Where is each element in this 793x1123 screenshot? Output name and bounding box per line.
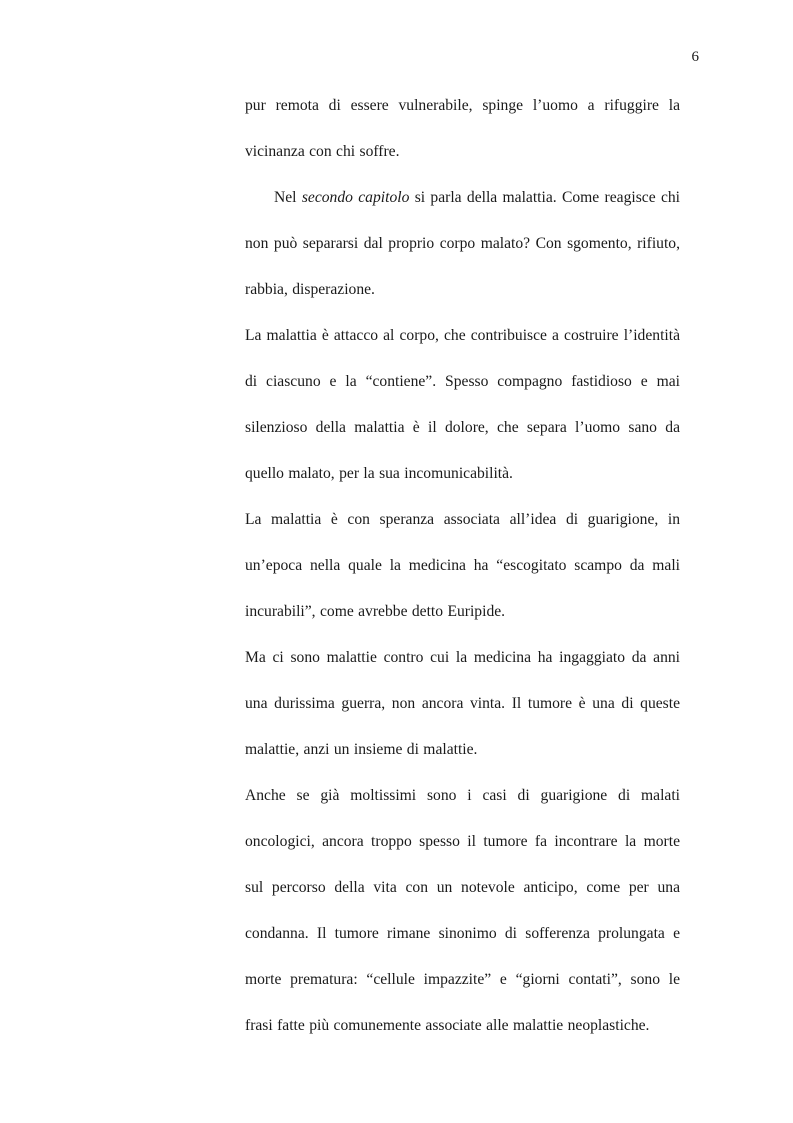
body-text (245, 91, 680, 1057)
text-line: malattie, anzi un insieme di malattie. (245, 741, 478, 758)
text-line: condanna. Il tumore rimane sinonimo di sofferenza prolungata e (245, 925, 680, 942)
text-line: oncologici, ancora troppo spesso il tumore fa incontrare la morte (245, 833, 680, 850)
text-line: vicinanza con chi soffre. (245, 143, 400, 160)
text-line: sul percorso della vita con un notevole anticipo, come per una (245, 879, 680, 896)
text-line: quello malato, per la sua incomunicabilità. (245, 465, 513, 482)
text-line: La malattia è con speranza associata all’idea di guarigione, in (245, 511, 680, 528)
text-line: una durissima guerra, non ancora vinta. Il tumore è una di queste (245, 695, 680, 712)
text-line: frasi fatte più comunemente associate alle malattie neoplastiche. (245, 1017, 650, 1034)
text-line: un’epoca nella quale la medicina ha “escogitato scampo da mali (245, 557, 680, 574)
text-line-with-italic (245, 183, 680, 229)
italic-term: secondo capitolo (301, 189, 410, 206)
text-fragment: si parla della malattia. Come reagisce chi (409, 189, 680, 206)
text-line: di ciascuno e la “contiene”. Spesso compagno fastidioso e mai (245, 373, 680, 390)
text-line: pur remota di essere vulnerabile, spinge l’uomo a rifuggire la (245, 97, 680, 114)
text-line: silenzioso della malattia è il dolore, che separa l’uomo sano da (245, 419, 680, 436)
text-line: morte prematura: “cellule impazzite” e “giorni contati”, sono le (245, 971, 680, 988)
text-fragment: Nel (274, 189, 302, 206)
text-line: rabbia, disperazione. (245, 281, 375, 298)
text-line: La malattia è attacco al corpo, che contribuisce a costruire l’identità (245, 327, 680, 344)
page-number: 6 (691, 49, 699, 65)
text-line: incurabili”, come avrebbe detto Euripide. (245, 603, 506, 620)
text-line: Ma ci sono malattie contro cui la medicina ha ingaggiato da anni (245, 649, 680, 666)
text-line: Anche se già moltissimi sono i casi di guarigione di malati (245, 787, 680, 804)
text-line: non può separarsi dal proprio corpo malato? Con sgomento, rifiuto, (245, 235, 680, 252)
